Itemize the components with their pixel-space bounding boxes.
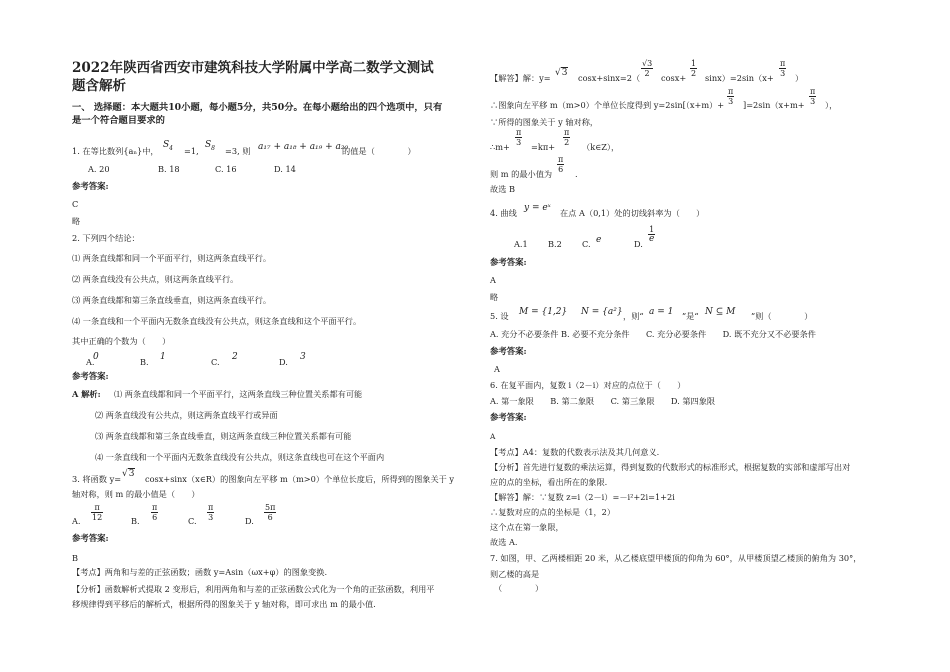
q3-option-d-label: D. [245,516,254,526]
q2-analysis-1: ⑴ 两条直线都和同一个平面平行，这两条直线三种位置关系都有可能 [114,389,363,399]
q1-stem-suffix: 的值是（ ） [342,146,416,156]
q3-option-a-label: A. [72,516,81,526]
q3-shift-frac-2: $\frac{\pi}{3}$ [810,87,816,106]
q2-item-4: ⑷ 一条直线和一个平面内无数条直线没有公共点，则这条直线和这个平面平行。 [72,316,362,326]
q2-option-d-label: D. [279,357,288,367]
document-title-line1: 2022年陕西省西安市建筑科技大学附属中学高二数学文测试 [72,60,434,76]
q1-stem-prefix: 1. 在等比数列{aₙ}中， [72,146,159,156]
q4-option-c-value: e [596,235,602,245]
q2-answer-label: 参考答案: [72,371,109,381]
q3-option-c-label: C. [188,516,197,526]
q4-option-d-label: D. [634,239,643,249]
q2-option-d-value: 3 [300,352,306,362]
q4-option-c-label: C. [582,239,591,249]
q3-eq-frac-2: $\frac{\pi}{2}$ [564,128,570,147]
q5-answer: A [494,364,500,374]
q3-eq-prefix: ∴m+ [490,142,510,152]
q2-option-a-label: A. [86,357,95,367]
q1-option-d: D. 14 [274,164,296,174]
q3-shift-line-mid: ]=2sin（x+m+ [743,100,805,110]
q3-kaodian: 【考点】两角和与差的正弦函数；函数 y=Asin（ωx+φ）的图象变换. [72,567,328,577]
q3-stem-rest: cosx+sinx（x∈R）的图象向左平移 m（m>0）个单位长度后，所得到的图象关于 y [145,474,455,484]
q5-set-m: M = {1,2} [519,307,568,317]
q2-item-1: ⑴ 两条直线都和同一个平面平行，则这两条直线平行。 [72,253,272,263]
q1-option-a: A. 20 [88,164,110,174]
q6-fenxi-line1: 【分析】首先进行复数的乘法运算，得到复数的代数形式的标准形式，根据复数的实部和虚部写出对 [490,462,851,472]
q6-options: A. 第一象限 B. 第二象限 C. 第三象限 D. 第四象限 [490,396,716,406]
q5-condition: a = 1 [649,307,674,317]
q5-options: A. 充分不必要条件 B. 必要不充分条件 C. 充分必要条件 D. 既不充分又不必要条件 [490,329,816,339]
q6-kaodian: 【考点】A4：复数的代数表示法及其几何意义. [490,447,660,457]
q3-option-b-fraction: $\frac{\pi}{6}$ [152,503,158,522]
q4-stem-rest: 在点 A（0,1）处的切线斜率为（ ） [560,208,705,218]
q2-ask: 其中正确的个数为（ ） [72,336,171,346]
q3-jieda-prefix: 【解答】解：y= [490,73,551,83]
q1-note: 略 [72,216,81,226]
q6-answer-label: 参考答案: [490,412,527,422]
q3-eq-mid: =kπ+ [531,142,556,152]
q1-option-b: B. 18 [158,164,180,174]
section-heading-line2: 是一个符合题目要求的 [72,115,165,126]
q2-option-b-label: B. [140,357,149,367]
q3-symmetry-line: ∵所得的图象关于 y 轴对称， [490,117,599,127]
q3-jieda-part5: ） [795,73,804,83]
q1-eq3: =3, 则 [225,146,251,156]
q3-min-prefix: 则 m 的最小值为 [490,169,553,179]
q1-answer: C [72,199,79,209]
q4-answer-label: 参考答案: [490,257,527,267]
q5-mid2: ”是“ [682,311,699,321]
q4-stem-prefix: 4. 曲线 [490,208,517,218]
q3-jieda-part3: cosx+ [661,73,687,83]
q2-item-2: ⑵ 两条直线没有公共点，则这两条直线平行。 [72,274,239,284]
q6-coordinate-line: ∴复数对应的点的坐标是（1，2） [490,507,616,517]
q4-option-d-fraction: $\frac{1}{e}$ [649,225,655,244]
q6-quadrant-line: 这个点在第一象限， [490,522,564,532]
q4-answer: A [490,275,496,285]
q2-analysis-2: ⑵ 两条直线没有公共点，则这两条直线平行或异面 [95,410,278,420]
q3-shift-line-prefix: ∴图象向左平移 m（m>0）个单位长度得到 y=2sin[（x+m）+ [490,100,725,110]
q4-option-a: A.1 [514,239,528,249]
q3-answer-label: 参考答案: [72,533,109,543]
q7-paren: （ ） [494,583,544,593]
q3-jieda-frac-1-2: $\frac{1}{2}$ [691,59,697,78]
q5-mid1: ，则“ [623,311,644,321]
q4-note: 略 [490,292,499,302]
q3-eq-suffix: （k∈Z）， [582,142,620,152]
q2-option-c-value: 2 [232,352,238,362]
q5-stem-suffix: ”则（ ） [751,311,813,321]
q3-jieda-part4: sinx）=2sin（x+ [705,73,774,83]
q5-stem-prefix: 5. 设 [490,311,509,321]
q5-set-n: N = {a²} [581,307,623,317]
q2-analysis-3: ⑶ 两条直线都和第三条直线垂直，则这两条直线三种位置关系都有可能 [95,431,352,441]
q3-option-c-fraction: $\frac{\pi}{3}$ [208,503,214,522]
document-title-line2: 题含解析 [72,78,126,94]
q3-shift-line-suffix: ）， [825,100,838,110]
q3-jieda-sqrt: √3 [555,68,568,78]
q1-s4: $S_4$ [163,140,173,152]
q7-stem-line1: 7. 如图，甲、乙两楼相距 20 米，从乙楼底望甲楼顶的仰角为 60°，从甲楼顶望乙楼顶的俯角为 30°， [490,553,862,563]
q3-min-frac: $\frac{\pi}{6}$ [558,155,564,174]
q3-fenxi-line1: 【分析】函数解析式提取 2 变形后，利用两角和与差的正弦函数公式化为一个角的正弦函数，利用平 [72,584,435,594]
q3-jieda-frac-sqrt3-2: $\frac{√3}{2}$ [642,59,653,78]
q1-expression: a₁₇ + a₁₈ + a₁₉ + a₂₀ [258,142,349,152]
q3-jieda-frac-pi-3: $\frac{\pi}{3}$ [780,59,786,78]
q6-answer: A [490,432,496,441]
q5-answer-label: 参考答案: [490,346,527,356]
q4-option-b: B.2 [548,239,562,249]
q1-option-c: C. 16 [215,164,237,174]
section-heading-line1: 一、 选择题：本大题共10小题，每小题5分，共50分。在每小题给出的四个选项中，只有 [72,102,443,113]
q3-min-suffix: . [575,169,578,179]
q2-option-b-value: 1 [160,352,166,362]
q1-s8: $S_8$ [205,140,215,152]
q2-option-a-value: 0 [93,352,99,362]
q3-answer: B [72,553,79,563]
q3-option-d-fraction: $\frac{5\pi}{6}$ [265,503,276,522]
q3-fenxi-line2: 移规律得到平移后的解析式，根据所得的图象关于 y 轴对称，即可求出 m 的最小值. [72,599,376,609]
q3-choose: 故选 B [490,184,515,194]
q6-fenxi-line2: 应的点的坐标，看出所在的象限. [490,477,608,487]
q4-curve: y = eˣ [524,203,551,213]
q7-stem-line2: 则乙楼的高是 [490,569,540,579]
q3-eq-frac-1: $\frac{\pi}{3}$ [516,128,522,147]
q2-analysis-4: ⑷ 一条直线和一个平面内无数条直线没有公共点，则这条直线也可在这个平面内 [95,452,385,462]
q3-jieda-part2: cosx+sinx=2（ [578,73,641,83]
q2-analysis-head: A 解析: [72,389,101,399]
q3-stem-prefix: 3. 将函数 y= [72,474,122,484]
q6-jieda: 【解答】解：∵复数 z=i（2－i）=－i²+2i=1+2i [490,492,675,502]
q3-stem-sqrt: √3 [122,469,135,479]
q6-choose: 故选 A. [490,537,518,547]
q2-item-3: ⑶ 两条直线都和第三条直线垂直，则这两条直线平行。 [72,295,272,305]
q3-shift-frac-1: $\frac{\pi}{3}$ [728,87,734,106]
q3-stem-line2: 轴对称，则 m 的最小值是（ ） [72,489,200,499]
q5-subset: N ⊆ M [705,307,736,317]
q2-stem: 2. 下列四个结论： [72,233,140,243]
q3-option-b-label: B. [131,516,140,526]
q2-option-c-label: C. [211,357,220,367]
q3-option-a-fraction: $\frac{\pi}{12}$ [92,503,103,522]
q6-stem: 6. 在复平面内，复数 i（2－i）对应的点位于（ ） [490,380,686,390]
q1-eq1: =1, [184,146,199,156]
q1-answer-label: 参考答案: [72,181,109,191]
